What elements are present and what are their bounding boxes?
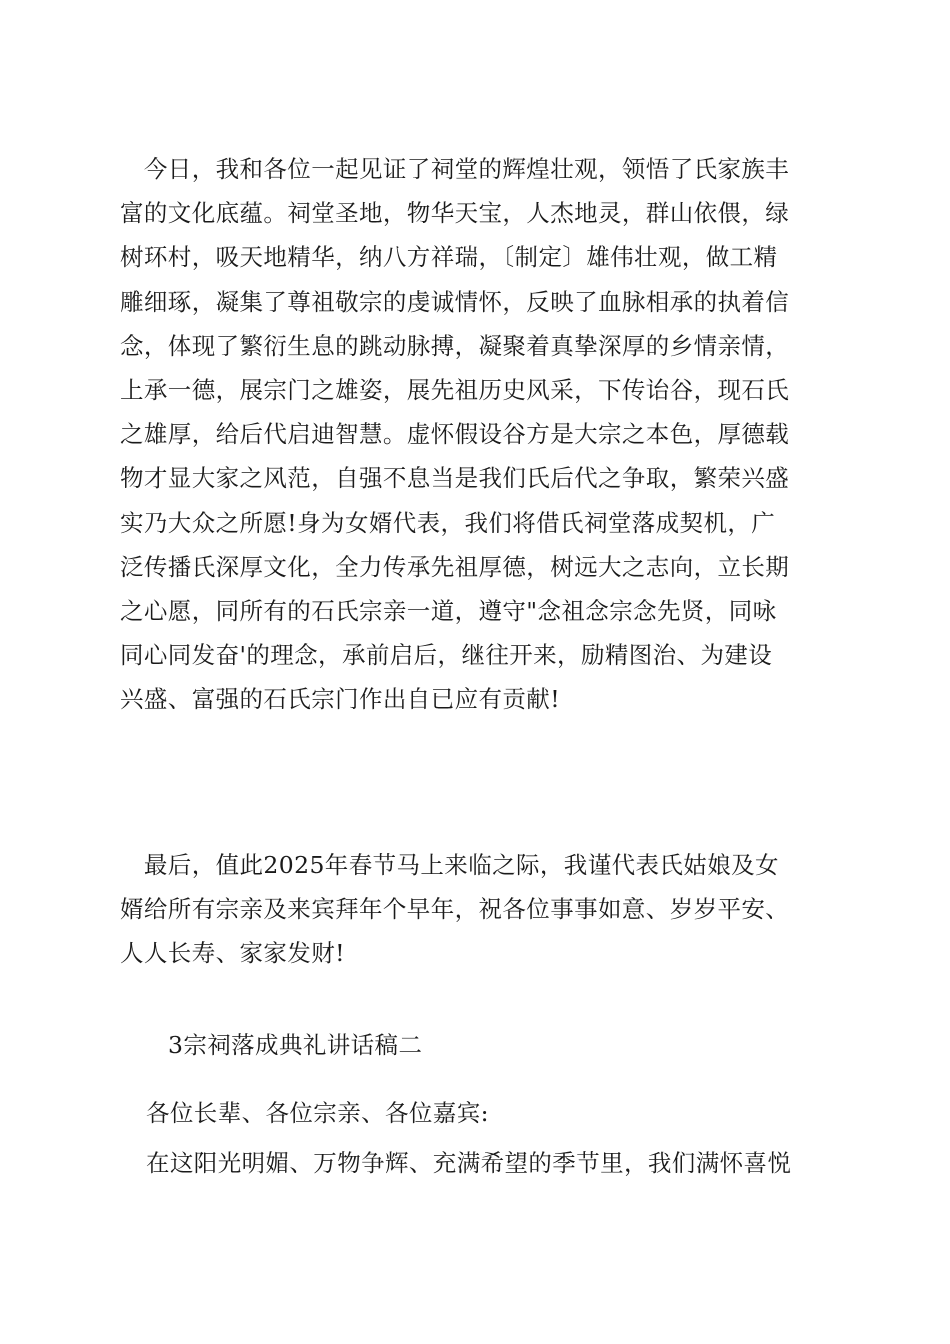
paragraph-line: 人人长寿、家家发财! <box>120 939 345 968</box>
paragraph-line: 婿给所有宗亲及来宾拜年个早年，祝各位事事如意、岁岁平安、 <box>120 895 790 924</box>
paragraph-line: 上承一德，展宗门之雄姿，展先祖历史风采，下传诒谷，现石氏 <box>120 376 790 405</box>
paragraph-line: 同心同发奋'的理念，承前启后，继往开来，励精图治、为建设 <box>120 641 773 670</box>
paragraph-line: 念，体现了繁衍生息的跳动脉搏，凝聚着真挚深厚的乡情亲情， <box>120 331 790 360</box>
paragraph-closing <box>120 843 840 976</box>
paragraph-line: 兴盛、富强的石氏宗门作出自已应有贡献! <box>120 685 561 714</box>
section-heading: 3宗祠落成典礼讲话稿二 <box>168 1031 423 1059</box>
paragraph-opening <box>120 147 840 722</box>
paragraph-line: 最后，值此2025年春节马上来临之际，我谨代表氏姑娘及女 <box>120 851 779 879</box>
paragraph-start: 在这阳光明媚、万物争辉、充满希望的季节里，我们满怀喜悦 <box>146 1149 792 1177</box>
greeting-line: 各位长辈、各位宗亲、各位嘉宾: <box>146 1099 489 1127</box>
paragraph-line: 泛传播氏深厚文化，全力传承先祖厚德，树远大之志向，立长期 <box>120 552 790 581</box>
paragraph-line: 富的文化底蕴。祠堂圣地，物华天宝，人杰地灵，群山依偎，绿 <box>120 199 790 228</box>
paragraph-line: 之心愿，同所有的石氏宗亲一道，遵守"念祖念宗念先贤，同咏 <box>120 597 777 626</box>
paragraph-line: 树环村，吸天地精华，纳八方祥瑞，〔制定〕雄伟壮观，做工精 <box>120 243 778 272</box>
paragraph-line: 物才显大家之风范，自强不息当是我们氏后代之争取，繁荣兴盛 <box>120 464 790 493</box>
paragraph-line: 实乃大众之所愿!身为女婿代表，我们将借氏祠堂落成契机，广 <box>120 508 776 537</box>
paragraph-line: 雕细琢，凝集了尊祖敬宗的虔诚情怀，反映了血脉相承的执着信 <box>120 287 790 316</box>
paragraph-line: 之雄厚，给后代启迪智慧。虚怀假设谷方是大宗之本色，厚德载 <box>120 420 790 449</box>
paragraph-line: 今日，我和各位一起见证了祠堂的辉煌壮观，领悟了氏家族丰 <box>120 155 790 183</box>
